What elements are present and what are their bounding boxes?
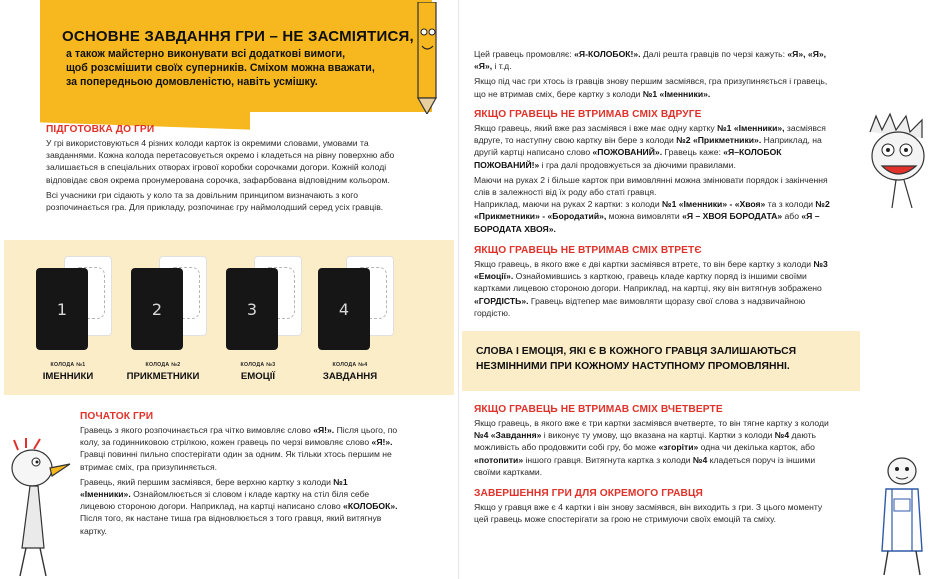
card-back: 3 — [226, 268, 278, 350]
deck-caption — [28, 362, 108, 382]
section-heading: ЯКЩО ГРАВЕЦЬ НЕ ВТРИМАВ СМІХ ВЧЕТВЕРТЕ — [474, 404, 723, 415]
deck-name: ЕМОЦІЇ — [240, 371, 276, 382]
paragraph: Маючи на руках 2 і більше карток при вимовлянні можна змінювати порядок і закінчення слів в залежності від їх роду або статі гравця. — [474, 174, 828, 198]
deck-2 — [126, 252, 211, 392]
card-back: 4 — [318, 268, 370, 350]
deck-number-label: КОЛОДА №4 — [332, 362, 368, 368]
hero-subtitle — [66, 47, 406, 90]
section-third-laugh — [474, 245, 834, 319]
card-back: 2 — [131, 268, 183, 350]
paragraph: У грі використовуються 4 різних колоди карток із окремими словами, умовами та завданнями. Кожна колода перетасовується окремо і кладеться на рівну поверхню або залишається в спеціальних отворах ігрової коробки сорочками догори. Кожній колоді відповідає своя окрема пронумерована сорочка, зафарбована відповідним кольором. — [46, 138, 395, 185]
hero-line: а також майстерно виконувати всі додаткові вимоги, — [66, 48, 346, 60]
section-fourth-laugh — [474, 404, 834, 478]
deck-number-label: КОЛОДА №2 — [145, 362, 181, 368]
hero-title: ОСНОВНЕ ЗАВДАННЯ ГРИ – НЕ ЗАСМІЯТИСЯ, — [62, 28, 414, 45]
section-heading: ПОЧАТОК ГРИ — [80, 411, 154, 422]
hero-line: за попередньою домовленістю, навіть усмішку. — [66, 76, 318, 89]
hero-line: щоб розсмішити своїх суперників. Сміхом можна вважати, — [66, 62, 375, 75]
section-heading: ЯКЩО ГРАВЕЦЬ НЕ ВТРИМАВ СМІХ ВДРУГЕ — [474, 109, 702, 120]
deck-caption — [123, 362, 203, 382]
paragraph: Всі учасники гри сідають у коло та за довільним принципом визначають з кого розпочинається гра. Для прикладу, розпочинає гру наймолодший серед усіх гравців. — [46, 189, 384, 213]
paragraph: Якщо у гравця вже є 4 картки і він знову засміявся, він виходить з гри. З цього моменту цей гравець може спостерігати за грою не стримуючи своїх емоцій та сміху. — [474, 502, 823, 525]
deck-number-label: КОЛОДА №3 — [240, 362, 276, 368]
paragraph: Якщо гравець, в якого вже є три картки засміявся вчетверте, то він тягне картку з колоди №4 «Завдання» і виконує ту умову, що вказана на картці. Картки з колоди №4 дають можливість або продовжити собі гру, бо може «згоріти» одна чи декілька карток, або «потопити» іншого гравця. Витягнута картка з колоди №4 кладеться поруч із іншими своїми картками. — [474, 418, 829, 477]
paragraph: Гравець, який першим засміявся, бере верхню картку з колоди №1 «Іменники». Ознайомлюється зі словом і кладе картку на стіл біля себе лицевою стороною догори. Наприклад, на картці написано слово «КОЛОБОК». Після того, як настане тиша гра відновлюється з того гравця, який витягнув картку. — [80, 476, 398, 536]
paragraph: Наприклад, маючи на руках 2 картки: з колоди №1 «Іменники» - «Хвоя» та з колоди №2 «Прикметники» - «Бородатий», можна вимовляти «Я – ХВОЯ БОРОДАТА» або «Я – БОРОДАТА ХВОЯ». — [474, 199, 830, 234]
paragraph: Якщо гравець, в якого вже є дві картки засміявся втретє, то він бере картку з колоди №3 «Емоції». Ознайомившись з карткою, гравець кладе картку поряд із іншими своїми картками лицевою стороною догори. Наприклад, на картці, яку він витягнув зображено «ГОРДІСТЬ». Гравець відтепер має вимовляти щоразу свої слова з надзвичайною гордістю. — [474, 259, 828, 318]
section-preparation — [46, 124, 416, 213]
page-fold — [458, 0, 459, 579]
section-game-start — [80, 411, 400, 537]
section-second-laugh — [474, 109, 834, 235]
deck-4 — [318, 252, 398, 392]
deck-name: ІМЕННИКИ — [42, 371, 94, 382]
deck-name: ПРИКМЕТНИКИ — [126, 371, 200, 382]
deck-caption — [218, 362, 298, 382]
card-back: 1 — [36, 268, 88, 350]
section-heading: ЯКЩО ГРАВЕЦЬ НЕ ВТРИМАВ СМІХ ВТРЕТЄ — [474, 245, 702, 256]
callout-text: СЛОВА І ЕМОЦІЯ, ЯКІ Є В КОЖНОГО ГРАВЦЯ ЗАЛИШАЮТЬСЯ НЕЗМІННИМИ ПРИ КОЖНОМУ НАСТУПНОМУ ПРОМОВЛЯННІ. — [476, 346, 797, 372]
deck-number-label: КОЛОДА №1 — [50, 362, 86, 368]
paragraph: Гравець з якого розпочинається гра чітко вимовляє слово «Я!». Після цього, по колу, за годинниковою стрілкою, кожен гравець по черзі вимовляє слово «Я!». Гравці повинні пильно спостерігати один за одним. Як тільки хтось першим не втримає сміх, гра призупиняється. — [80, 425, 398, 472]
pencil-character-illustration — [410, 2, 444, 114]
bird-character-illustration — [0, 438, 72, 579]
section-continuation — [474, 46, 834, 100]
section-heading: ЗАВЕРШЕННЯ ГРИ ДЛЯ ОКРЕМОГО ГРАВЦЯ — [474, 488, 703, 499]
section-game-end — [474, 488, 834, 525]
laughing-monster-illustration — [860, 112, 940, 212]
mechanic-character-illustration — [872, 455, 936, 577]
paragraph: Якщо гравець, який вже раз засміявся і вже має одну картку №1 «Іменники», засміявся вдруге, то наступну свою картку він бере з колоди №2 «Прикметники». Наприклад, на другій картці написано слово «ПОЖОВАНИЙ». Гравець каже: «Я–КОЛОБОК ПОЖОВАНИЙ!» і гра далі продовжується за діючими правилами. — [474, 123, 826, 170]
section-heading: ПІДГОТОВКА ДО ГРИ — [46, 124, 155, 135]
paragraph: Якщо під час гри хтось із гравців знову першим засміявся, гра призупиняється і гравець, що не втримав сміх, бере картку з колоди №1 «Іменники». — [474, 76, 828, 99]
deck-name: ЗАВДАННЯ — [322, 371, 378, 382]
paragraph: Цей гравець промовляє: «Я-КОЛОБОК!». Далі решта гравців по черзі кажуть: «Я», «Я», «Я», і т.д. — [474, 49, 827, 72]
deck-3 — [226, 252, 306, 392]
deck-1 — [36, 252, 116, 392]
deck-caption — [310, 362, 390, 382]
